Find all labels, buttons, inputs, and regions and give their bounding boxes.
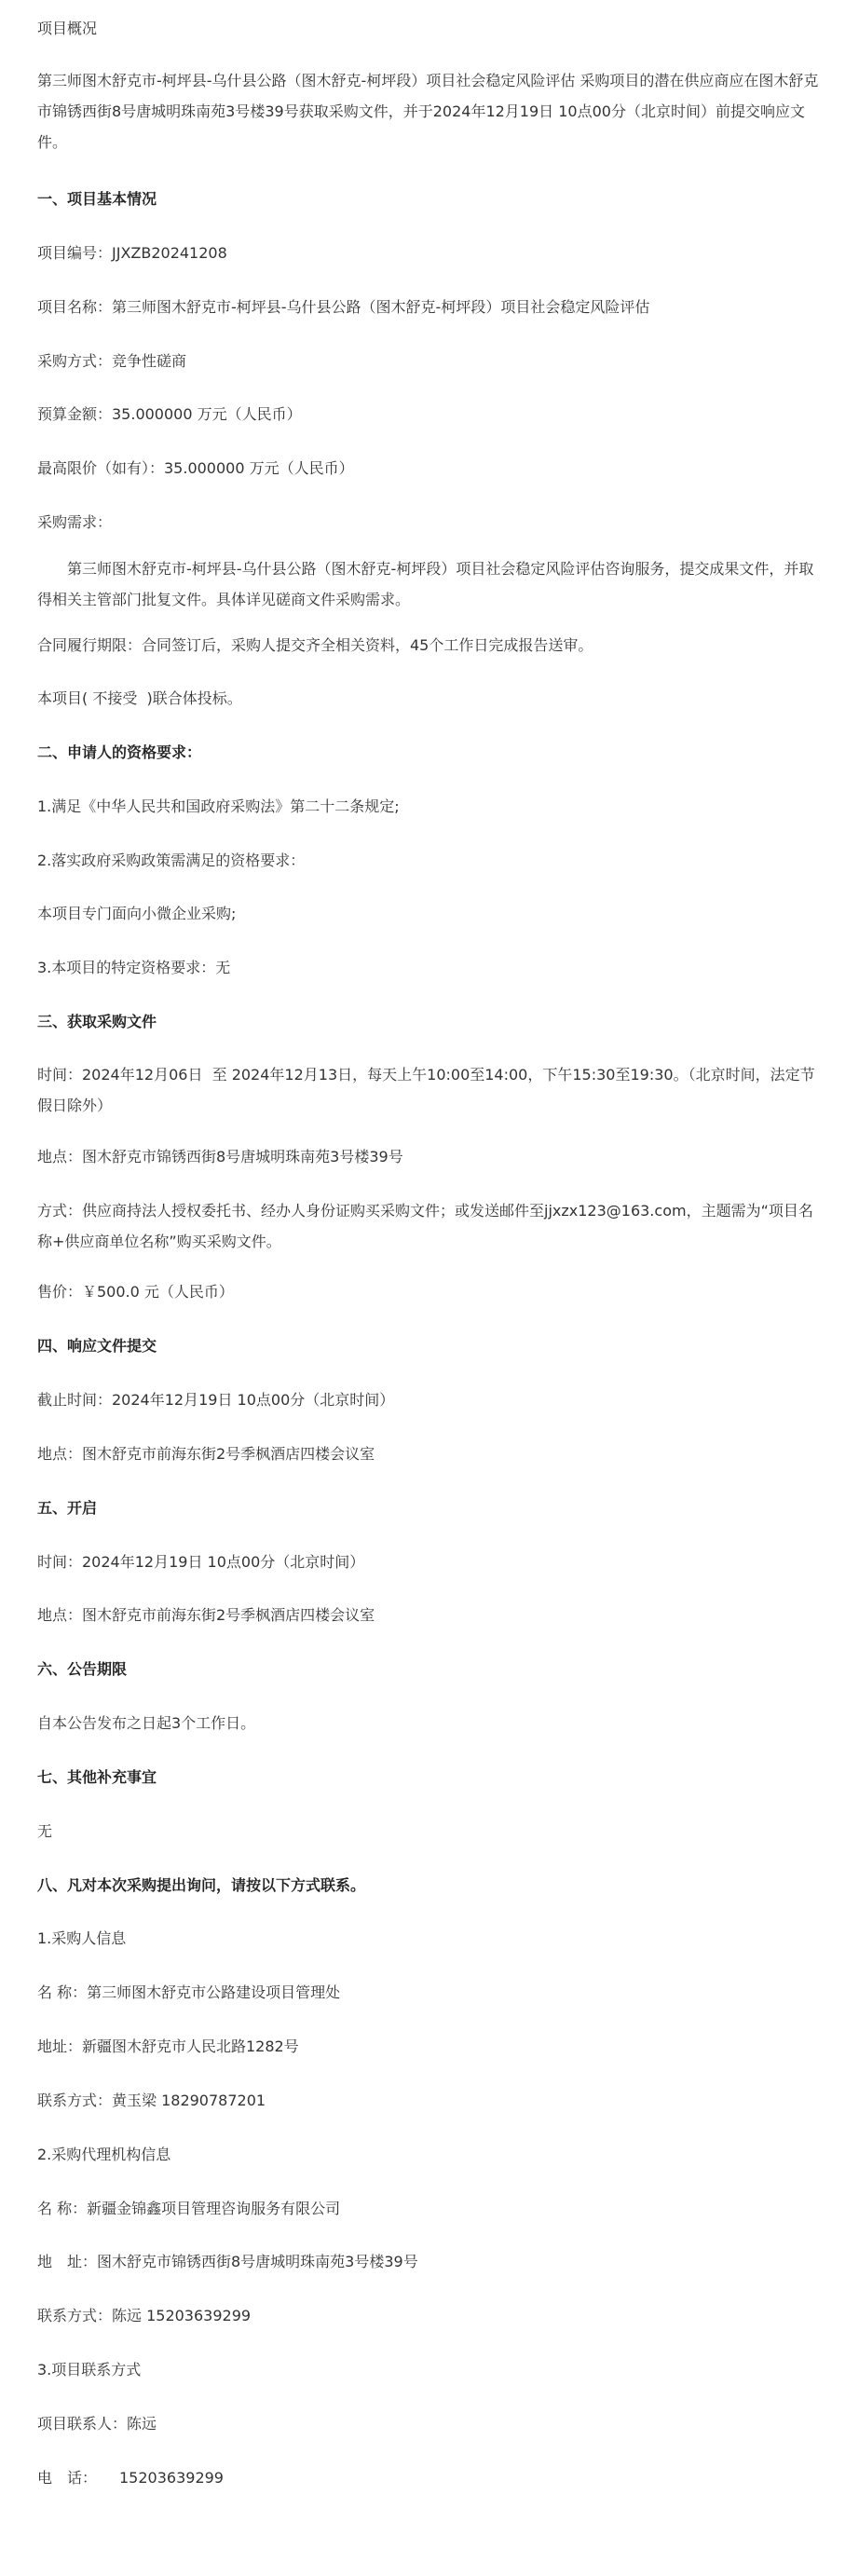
project-contact-person: 项目联系人：陈远 — [37, 2415, 157, 2433]
buyer-name: 名 称：第三师图木舒克市公路建设项目管理处 — [37, 1983, 341, 2001]
section-4-heading: 四、响应文件提交 — [37, 1337, 157, 1355]
submission-deadline: 截止时间：2024年12月19日 10点00分（北京时间） — [37, 1391, 395, 1409]
section-1-heading: 一、项目基本情况 — [37, 190, 157, 208]
agent-contact: 联系方式：陈远 15203639299 — [37, 2307, 252, 2324]
buyer-address: 地址：新疆图木舒克市人民北路1282号 — [37, 2038, 299, 2055]
requirements-label: 采购需求： — [37, 513, 113, 531]
max-price: 最高限价（如有）：35.000000 万元（人民币） — [37, 459, 354, 477]
qualification-1: 1.满足《中华人民共和国政府采购法》第二十二条规定; — [37, 797, 400, 815]
opening-time: 时间：2024年12月19日 10点00分（北京时间） — [37, 1553, 365, 1571]
overview-text: 第三师图木舒克市-柯坪县-乌什县公路（图木舒克-柯坪段）项目社会稳定风险评估 采购项目的潜在供应商应在图木舒克市锦锈西街8号唐城明珠南苑3号楼39号获取采购文件，并于2024年12月19日 10点00分（北京时间）前提交响应文件。 — [37, 72, 819, 151]
section-6-heading: 六、公告期限 — [37, 1660, 128, 1678]
section-2-heading: 二、申请人的资格要求： — [37, 743, 202, 761]
section-8-heading: 八、凡对本次采购提出询问，请按以下方式联系。 — [37, 1876, 366, 1894]
section-7-heading: 七、其他补充事宜 — [37, 1768, 157, 1786]
contract-term: 合同履行期限：合同签订后，采购人提交齐全相关资料，45个工作日完成报告送审。 — [37, 636, 593, 654]
consortium-note: 本项目( 不接受 )联合体投标。 — [37, 689, 242, 707]
budget-amount: 预算金额：35.000000 万元（人民币） — [37, 405, 302, 423]
section-3-heading: 三、获取采购文件 — [37, 1013, 157, 1030]
qualification-2: 2.落实政府采购政策需满足的资格要求： — [37, 852, 306, 869]
agent-name: 名 称：新疆金锦鑫项目管理咨询服务有限公司 — [37, 2200, 341, 2217]
section-5-heading: 五、开启 — [37, 1499, 98, 1517]
agent-address: 地 址：图木舒克市锦锈西街8号唐城明珠南苑3号楼39号 — [37, 2253, 418, 2270]
acquisition-time: 时间：2024年12月06日 至 2024年12月13日，每天上午10:00至14:00，下午15:30至19:30。（北京时间，法定节假日除外） — [37, 1066, 815, 1114]
acquisition-way: 方式：供应商持法人授权委托书、经办人身份证购买采购文件；或发送邮件至jjxzx123@163.com，主题需为“项目名称+供应商单位名称”购买采购文件。 — [37, 1202, 813, 1250]
other-matters: 无 — [37, 1822, 53, 1840]
requirements-text: 第三师图木舒克市-柯坪县-乌什县公路（图木舒克-柯坪段）项目社会稳定风险评估咨询服务，提交成果文件，并取得相关主管部门批复文件。具体详见磋商文件采购需求。 — [37, 560, 814, 608]
opening-place: 地点：图木舒克市前海东街2号季枫酒店四楼会议室 — [37, 1606, 375, 1624]
qualification-2-detail: 本项目专门面向小微企业采购; — [37, 905, 237, 922]
submission-place: 地点：图木舒克市前海东街2号季枫酒店四楼会议室 — [37, 1445, 375, 1463]
overview-label: 项目概况 — [37, 20, 98, 37]
notice-period: 自本公告发布之日起3个工作日。 — [37, 1714, 256, 1732]
agent-info-label: 2.采购代理机构信息 — [37, 2146, 171, 2163]
project-name: 项目名称：第三师图木舒克市-柯坪县-乌什县公路（图木舒克-柯坪段）项目社会稳定风险评估 — [37, 298, 650, 316]
procurement-method: 采购方式：竞争性磋商 — [37, 352, 187, 370]
project-contact-phone: 电 话： 15203639299 — [37, 2469, 224, 2487]
project-contact-label: 3.项目联系方式 — [37, 2361, 142, 2378]
buyer-info-label: 1.采购人信息 — [37, 1929, 127, 1947]
project-number: 项目编号：JJXZB20241208 — [37, 244, 227, 262]
acquisition-place: 地点：图木舒克市锦锈西街8号唐城明珠南苑3号楼39号 — [37, 1148, 403, 1165]
qualification-3: 3.本项目的特定资格要求：无 — [37, 959, 231, 976]
buyer-contact: 联系方式：黄玉梁 18290787201 — [37, 2092, 266, 2109]
document-price: 售价：￥500.0 元（人民币） — [37, 1283, 234, 1301]
